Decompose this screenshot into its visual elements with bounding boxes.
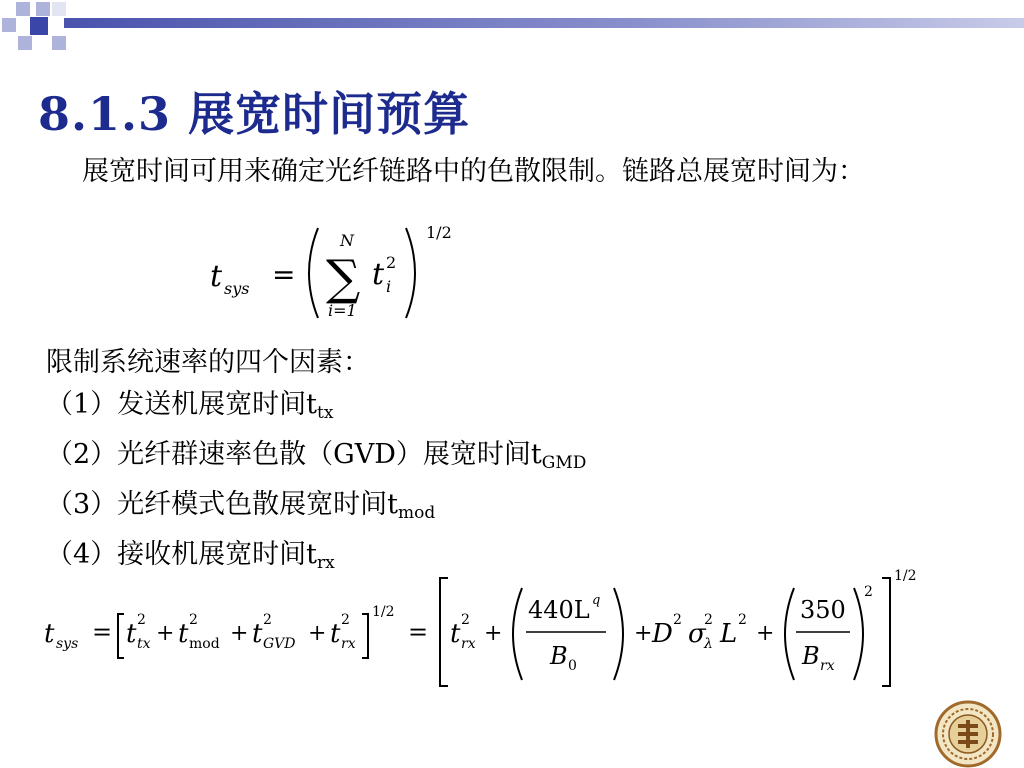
deco-square [2,18,16,32]
eq2-paren [614,588,623,680]
eq2-plus: + [230,621,249,646]
eq2-lhs-sub: sys [56,636,79,652]
eq2-sup: 2 [189,612,198,628]
factor-item [46,484,746,534]
header-bar [64,18,1024,28]
factors-heading: 限制系统速率的四个因素： [46,347,370,378]
deco-square [36,2,50,16]
eq2-sub: rx [461,636,476,652]
eq2-sub: λ [704,636,713,652]
eq2-sup: 2 [461,612,470,628]
deco-square [52,36,66,50]
eq2-D: D [652,619,673,649]
eq2-sigma: σ [688,619,706,649]
eq2-plus: + [484,621,503,646]
eq2-sup: 2 [673,612,682,628]
eq2-big-right-bracket [882,578,890,686]
fraction1-den-sub: 0 [568,658,577,674]
eq1-sum-lower: i=1 [328,301,357,320]
eq2-sup: 2 [263,612,272,628]
eq2-plus: + [756,621,775,646]
eq2-sub: GVD [263,636,296,652]
factor-sub: rx [317,553,335,573]
eq2-sup: 2 [738,612,747,628]
intro-text: 展宽时间可用来确定光纤链路中的色散限制。链路总展宽时间为： [82,156,865,187]
deco-square [52,2,66,16]
eq2-t: t [178,619,189,649]
eq2-equals: = [408,618,429,646]
eq2-sub: rx [341,636,356,652]
factors-list [46,342,746,584]
fraction2-denominator: B [802,642,820,670]
eq2-plus: + [308,621,327,646]
eq2-L: L [720,619,738,649]
factor-sub: tx [317,403,334,423]
factor-item [46,434,746,484]
eq2-plus: + [156,621,175,646]
eq2-t: t [252,619,263,649]
eq1-term-sup: 2 [386,253,397,272]
fraction1-denominator: B [550,642,568,670]
slide-title: 8.1.3 展宽时间预算 [38,87,471,141]
eq2-plus: + [634,621,653,646]
eq2-equals: = [92,618,113,646]
eq1-left-paren [309,228,318,318]
eq2-paren [785,588,794,680]
eq2-sup: 2 [704,612,713,628]
eq2-exponent: 1/2 [894,568,917,584]
factor-text: （4）接收机展宽时间t [46,539,318,570]
eq1-sum-upper: N [340,231,354,250]
deco-square [18,36,32,50]
deco-square [16,2,30,16]
factor-text: （3）光纤模式色散展宽时间t [46,489,399,520]
factor-text: （2）光纤群速率色散（GVD）展宽时间t [46,439,542,470]
eq2-sub: tx [137,636,151,652]
eq2-paren [513,588,522,680]
fraction2-den-sub: rx [820,658,835,674]
eq1-term-sub: i [386,277,392,296]
eq2-t: t [126,619,137,649]
eq2-paren [854,588,863,680]
eq2-left-bracket [118,614,124,658]
eq1-equals: = [272,258,296,291]
factor-sub: GMD [541,453,587,473]
eq2-inner-exp: 2 [864,584,873,600]
fraction1-sup: q [592,593,601,608]
eq2-right-bracket [362,614,368,658]
deco-square [30,17,48,35]
eq2-exponent: 1/2 [372,604,395,620]
eq1-term: t [372,257,385,292]
eq2-sub: mod [189,636,220,652]
eq1-exponent: 1/2 [426,223,452,242]
factor-item [46,384,746,434]
eq1-lhs: t [210,259,223,294]
equation-expanded [36,562,936,698]
eq2-big-left-bracket [440,578,448,686]
fraction2-numerator: 350 [800,596,846,624]
fraction1-numerator: 440L [528,596,590,624]
eq2-t: t [330,619,341,649]
sigma-symbol: ∑ [326,250,361,306]
eq2-lhs: t [44,619,55,649]
factor-sub: mod [398,503,436,523]
eq1-lhs-sub: sys [224,279,250,298]
eq2-sup: 2 [137,612,146,628]
equation-total-spread [200,218,480,328]
eq2-sup: 2 [341,612,350,628]
eq1-right-paren [406,228,415,318]
header-decoration [0,0,1024,60]
eq2-t: t [450,619,461,649]
factor-text: （1）发送机展宽时间t [46,389,318,420]
university-seal-logo [934,700,1002,768]
